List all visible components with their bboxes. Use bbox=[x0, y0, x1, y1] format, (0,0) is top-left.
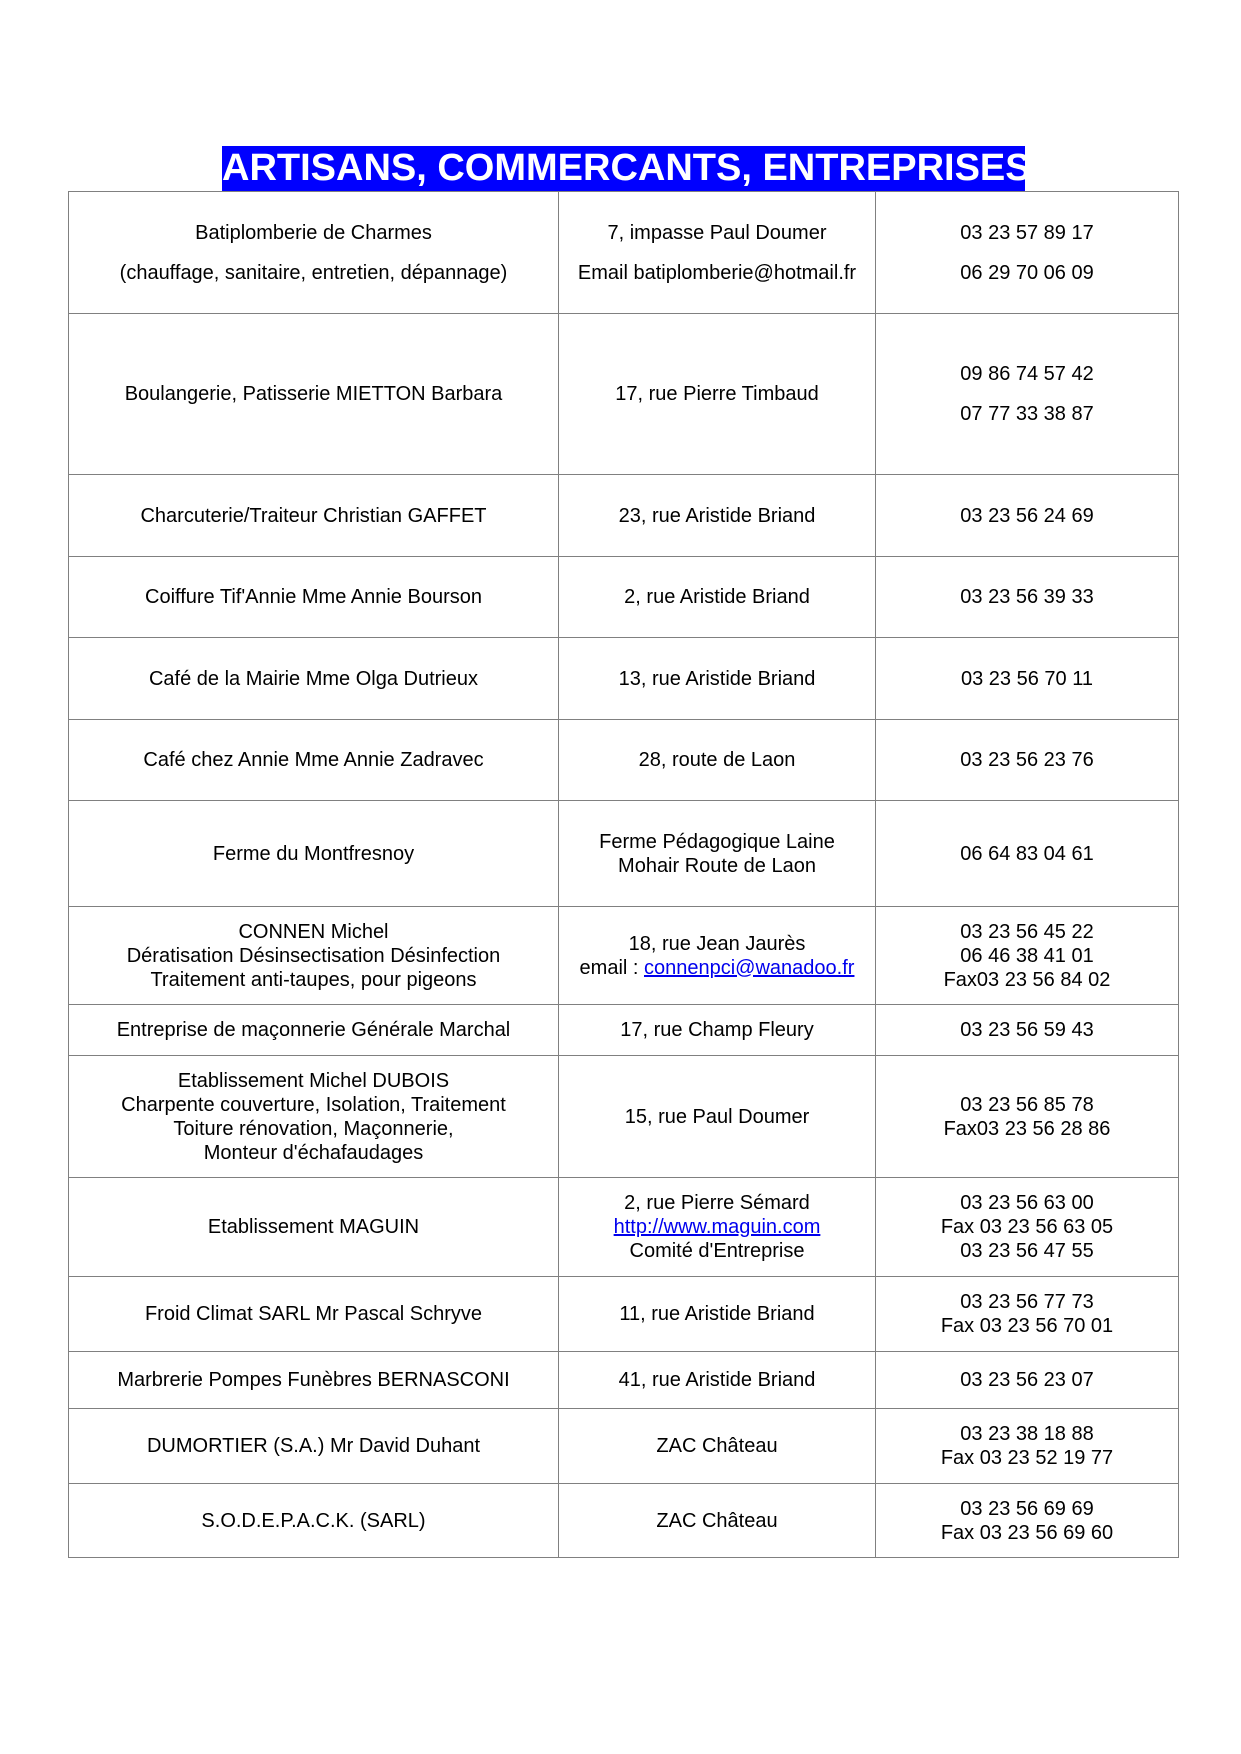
name-cell bbox=[69, 1484, 559, 1558]
directory-table bbox=[68, 191, 1179, 1558]
table-row bbox=[69, 192, 1179, 314]
address-cell bbox=[559, 907, 876, 1005]
address-line bbox=[563, 956, 871, 980]
table-row bbox=[69, 638, 1179, 720]
address-text: email : bbox=[579, 956, 644, 979]
phone-text: Fax 03 23 52 19 77 bbox=[940, 1447, 1114, 1469]
name-line bbox=[73, 1069, 554, 1093]
name-cell bbox=[69, 907, 559, 1005]
phone-text: 03 23 56 59 43 bbox=[960, 1019, 1094, 1041]
name-line bbox=[73, 382, 554, 406]
address-text: 18, rue Jean Jaurès bbox=[628, 932, 806, 955]
address-line bbox=[563, 261, 871, 285]
name-text: Charpente couverture, Isolation, Traitement bbox=[121, 1093, 506, 1116]
phone-line bbox=[880, 1215, 1174, 1239]
table-row bbox=[69, 1484, 1179, 1558]
address-line bbox=[563, 667, 871, 691]
phone-text: 03 23 56 69 69 bbox=[960, 1497, 1094, 1520]
address-line bbox=[563, 1509, 871, 1533]
name-line bbox=[73, 1141, 554, 1165]
name-text: S.O.D.E.P.A.C.K. (SARL) bbox=[201, 1509, 426, 1532]
phone-text: 03 23 38 18 88 bbox=[960, 1423, 1094, 1445]
phone-text: 06 64 83 04 61 bbox=[960, 842, 1094, 865]
table-row bbox=[69, 1352, 1179, 1409]
address-text: Mohair Route de Laon bbox=[618, 854, 816, 877]
address-text: 2, rue Pierre Sémard bbox=[624, 1192, 810, 1214]
address-line bbox=[563, 854, 871, 878]
table-row bbox=[69, 1056, 1179, 1178]
name-cell bbox=[69, 720, 559, 801]
phone-line bbox=[880, 1239, 1174, 1263]
name-text: Ferme du Montfresnoy bbox=[212, 842, 415, 865]
name-line bbox=[73, 221, 554, 245]
phone-text: 06 46 38 41 01 bbox=[960, 944, 1094, 967]
name-cell bbox=[69, 638, 559, 720]
name-text: Batiplomberie de Charmes bbox=[195, 221, 432, 244]
address-cell bbox=[559, 1352, 876, 1409]
address-line bbox=[563, 1215, 871, 1239]
address-cell bbox=[559, 192, 876, 314]
address-line bbox=[563, 221, 871, 245]
address-line bbox=[563, 1239, 871, 1263]
name-cell bbox=[69, 1005, 559, 1056]
table-row bbox=[69, 907, 1179, 1005]
phone-cell bbox=[876, 475, 1179, 557]
phone-cell bbox=[876, 1056, 1179, 1178]
address-line bbox=[563, 830, 871, 854]
address-text: 15, rue Paul Doumer bbox=[624, 1105, 810, 1128]
phone-text: Fax 03 23 56 63 05 bbox=[940, 1216, 1114, 1238]
name-line bbox=[73, 1093, 554, 1117]
phone-line bbox=[880, 585, 1174, 609]
name-cell bbox=[69, 314, 559, 475]
phone-text: 03 23 56 63 00 bbox=[960, 1192, 1094, 1214]
name-line bbox=[73, 968, 554, 992]
phone-text: 03 23 56 23 07 bbox=[960, 1369, 1094, 1391]
name-text: Dératisation Désinsectisation Désinfection bbox=[126, 944, 501, 967]
name-line bbox=[73, 504, 554, 528]
phone-text: 03 23 56 47 55 bbox=[960, 1240, 1094, 1262]
name-line bbox=[73, 1018, 554, 1042]
phone-text: 03 23 56 23 76 bbox=[960, 749, 1094, 771]
address-line bbox=[563, 585, 871, 609]
phone-cell bbox=[876, 1178, 1179, 1277]
phone-cell bbox=[876, 720, 1179, 801]
phone-line bbox=[880, 221, 1174, 245]
name-text: Etablissement Michel DUBOIS bbox=[177, 1069, 450, 1092]
address-line bbox=[563, 748, 871, 772]
phone-line bbox=[880, 1117, 1174, 1141]
page-title: ARTISANS, COMMERCANTS, ENTREPRISES bbox=[222, 147, 1031, 189]
address-text: 11, rue Aristide Briand bbox=[619, 1303, 815, 1325]
address-cell bbox=[559, 720, 876, 801]
name-cell bbox=[69, 801, 559, 907]
address-cell bbox=[559, 638, 876, 720]
address-text: Ferme Pédagogique Laine bbox=[599, 830, 835, 853]
name-line bbox=[73, 944, 554, 968]
name-text: Marbrerie Pompes Funèbres BERNASCONI bbox=[117, 1369, 510, 1391]
phone-line bbox=[880, 402, 1174, 426]
name-line bbox=[73, 1509, 554, 1533]
name-text: Café chez Annie Mme Annie Zadravec bbox=[143, 749, 484, 771]
address-text: Comité d'Entreprise bbox=[629, 1240, 805, 1262]
phone-text: 03 23 56 70 11 bbox=[961, 667, 1093, 690]
phone-line bbox=[880, 1191, 1174, 1215]
phone-text: Fax 03 23 56 69 60 bbox=[940, 1521, 1114, 1544]
phone-line bbox=[880, 944, 1174, 968]
phone-line bbox=[880, 1521, 1174, 1545]
phone-line bbox=[880, 1314, 1174, 1338]
table-row bbox=[69, 1005, 1179, 1056]
name-line bbox=[73, 1368, 554, 1392]
name-text: Coiffure Tif'Annie Mme Annie Bourson bbox=[145, 586, 482, 608]
phone-cell bbox=[876, 907, 1179, 1005]
address-line bbox=[563, 382, 871, 406]
name-text: Monteur d'échafaudages bbox=[203, 1141, 424, 1164]
address-line bbox=[563, 932, 871, 956]
phone-line bbox=[880, 504, 1174, 528]
phone-text: Fax03 23 56 84 02 bbox=[943, 968, 1111, 991]
phone-cell bbox=[876, 1277, 1179, 1352]
table-row bbox=[69, 557, 1179, 638]
table-row bbox=[69, 1409, 1179, 1484]
table-row bbox=[69, 801, 1179, 907]
name-cell bbox=[69, 1178, 559, 1277]
phone-cell bbox=[876, 1409, 1179, 1484]
phone-line bbox=[880, 1290, 1174, 1314]
phone-cell bbox=[876, 192, 1179, 314]
phone-line bbox=[880, 842, 1174, 866]
name-text: Café de la Mairie Mme Olga Dutrieux bbox=[148, 667, 478, 690]
phone-text: 03 23 56 24 69 bbox=[960, 504, 1094, 527]
name-line bbox=[73, 1302, 554, 1326]
address-text: 2, rue Aristide Briand bbox=[624, 586, 810, 608]
phone-line bbox=[880, 1368, 1174, 1392]
name-line bbox=[73, 261, 554, 285]
name-line bbox=[73, 842, 554, 866]
phone-line bbox=[880, 1497, 1174, 1521]
name-text: Boulangerie, Patisserie MIETTON Barbara bbox=[124, 383, 503, 405]
phone-text: 09 86 74 57 42 bbox=[960, 363, 1094, 385]
phone-text: 03 23 56 45 22 bbox=[960, 920, 1094, 943]
name-cell bbox=[69, 192, 559, 314]
name-text: Toiture rénovation, Maçonnerie, bbox=[173, 1117, 454, 1140]
address-cell bbox=[559, 1409, 876, 1484]
phone-text: Fax03 23 56 28 86 bbox=[943, 1117, 1111, 1140]
address-text: 28, route de Laon bbox=[638, 749, 796, 771]
address-cell bbox=[559, 314, 876, 475]
phone-line bbox=[880, 920, 1174, 944]
address-text: ZAC Château bbox=[656, 1509, 778, 1532]
phone-text: 06 29 70 06 09 bbox=[960, 261, 1094, 284]
phone-cell bbox=[876, 638, 1179, 720]
address-text: 13, rue Aristide Briand bbox=[618, 667, 816, 690]
name-cell bbox=[69, 1352, 559, 1409]
name-text: DUMORTIER (S.A.) Mr David Duhant bbox=[146, 1435, 481, 1457]
address-cell bbox=[559, 1484, 876, 1558]
phone-line bbox=[880, 667, 1174, 691]
address-line bbox=[563, 1191, 871, 1215]
name-line bbox=[73, 1215, 554, 1239]
name-text: Etablissement MAGUIN bbox=[207, 1216, 420, 1238]
address-text: 7, impasse Paul Doumer bbox=[607, 221, 827, 244]
name-line bbox=[73, 1434, 554, 1458]
name-text: Charcuterie/Traiteur Christian GAFFET bbox=[140, 504, 487, 527]
name-text: Entreprise de maçonnerie Générale Marchal bbox=[116, 1019, 511, 1041]
table-row bbox=[69, 475, 1179, 557]
phone-line bbox=[880, 968, 1174, 992]
email-link[interactable]: connenpci@wanadoo.fr bbox=[644, 956, 855, 979]
phone-line bbox=[880, 261, 1174, 285]
table-row bbox=[69, 1178, 1179, 1277]
table-row bbox=[69, 1277, 1179, 1352]
address-line bbox=[563, 1105, 871, 1129]
address-line bbox=[563, 1434, 871, 1458]
name-cell bbox=[69, 1409, 559, 1484]
phone-cell bbox=[876, 1352, 1179, 1409]
phone-text: Fax 03 23 56 70 01 bbox=[940, 1315, 1114, 1337]
address-text: ZAC Château bbox=[656, 1435, 778, 1457]
address-line bbox=[563, 1302, 871, 1326]
address-cell bbox=[559, 1056, 876, 1178]
address-line bbox=[563, 504, 871, 528]
name-text: Traitement anti-taupes, pour pigeons bbox=[150, 968, 477, 991]
address-text: 17, rue Champ Fleury bbox=[620, 1019, 814, 1041]
phone-cell bbox=[876, 557, 1179, 638]
address-cell bbox=[559, 557, 876, 638]
name-line bbox=[73, 585, 554, 609]
phone-text: 03 23 56 39 33 bbox=[960, 586, 1094, 608]
phone-line bbox=[880, 1446, 1174, 1470]
address-line bbox=[563, 1368, 871, 1392]
address-cell bbox=[559, 801, 876, 907]
name-text: (chauffage, sanitaire, entretien, dépannage) bbox=[119, 261, 508, 284]
phone-cell bbox=[876, 801, 1179, 907]
address-text: 17, rue Pierre Timbaud bbox=[615, 383, 819, 405]
phone-line bbox=[880, 1093, 1174, 1117]
name-cell bbox=[69, 1056, 559, 1178]
address-cell bbox=[559, 1178, 876, 1277]
name-cell bbox=[69, 475, 559, 557]
address-line bbox=[563, 1018, 871, 1042]
name-line bbox=[73, 1117, 554, 1141]
address-cell bbox=[559, 1005, 876, 1056]
table-row bbox=[69, 314, 1179, 475]
address-text: 23, rue Aristide Briand bbox=[618, 504, 816, 527]
address-text: 41, rue Aristide Briand bbox=[618, 1369, 816, 1391]
phone-line bbox=[880, 1018, 1174, 1042]
name-text: Froid Climat SARL Mr Pascal Schryve bbox=[144, 1303, 483, 1325]
name-line bbox=[73, 667, 554, 691]
phone-cell bbox=[876, 1005, 1179, 1056]
website-link[interactable]: http://www.maguin.com bbox=[613, 1216, 821, 1238]
name-line bbox=[73, 748, 554, 772]
phone-text: 03 23 56 77 73 bbox=[960, 1291, 1094, 1313]
name-cell bbox=[69, 1277, 559, 1352]
phone-text: 03 23 57 89 17 bbox=[960, 221, 1094, 244]
name-line bbox=[73, 920, 554, 944]
phone-line bbox=[880, 1422, 1174, 1446]
phone-cell bbox=[876, 1484, 1179, 1558]
address-cell bbox=[559, 475, 876, 557]
phone-line bbox=[880, 748, 1174, 772]
address-cell bbox=[559, 1277, 876, 1352]
phone-text: 07 77 33 38 87 bbox=[960, 403, 1094, 425]
phone-cell bbox=[876, 314, 1179, 475]
address-text: Email batiplomberie@hotmail.fr bbox=[577, 261, 857, 284]
phone-text: 03 23 56 85 78 bbox=[960, 1093, 1094, 1116]
table-row bbox=[69, 720, 1179, 801]
name-text: CONNEN Michel bbox=[238, 920, 389, 943]
name-cell bbox=[69, 557, 559, 638]
phone-line bbox=[880, 362, 1174, 386]
